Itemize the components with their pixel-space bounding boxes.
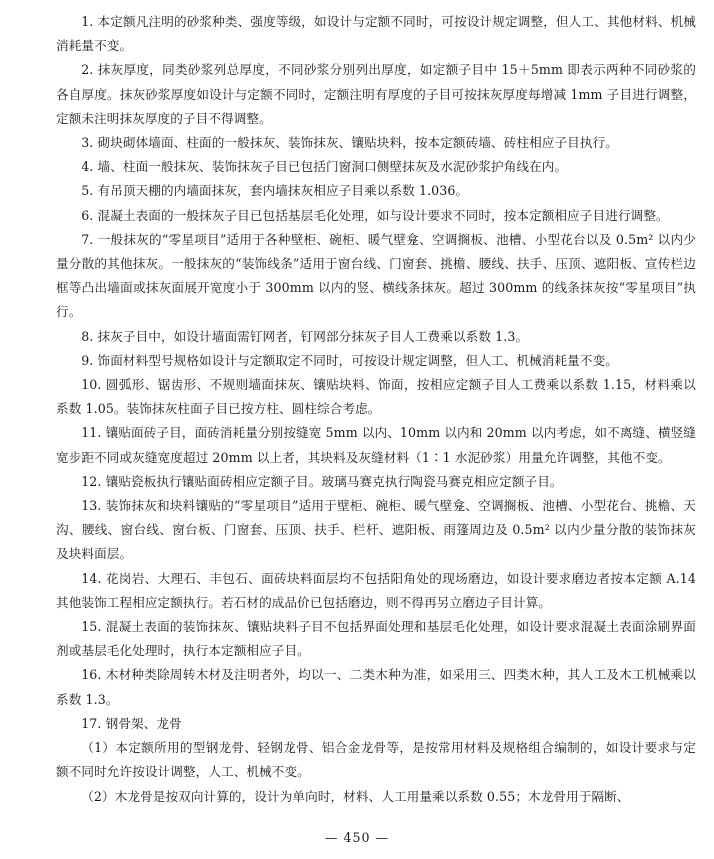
paragraph-17-1: （1）本定额所用的型钢龙骨、轻钢龙骨、铝合金龙骨等，是按常用材料及规格组合编制的，如设计要求与定额不同时允许按设计调整，人工、机械不变。: [56, 740, 696, 780]
paragraph-5: 5. 有吊顶天棚的内墙面抹灰，套内墙抹灰相应子目乘以系数 1.036。: [81, 183, 469, 199]
body-text: [56, 10, 696, 809]
paragraph-10: 10. 圆弧形、锯齿形、不规则墙面抹灰、镶贴块料、饰面，按相应定额子目人工费乘以系数 1.15，材料乘以系数 1.05。装饰抹灰柱面子目已按方柱、圆柱综合考虑。: [56, 377, 696, 417]
paragraph-17-heading: 17. 钢骨架、龙骨: [81, 715, 182, 731]
page-number: — 450 —: [324, 830, 390, 845]
paragraph-2: 2. 抹灰厚度，同类砂浆列总厚度，不同砂浆分别列出厚度，如定额子目中 15＋5mm 即表示两种不同砂浆的各自厚度。抹灰砂浆厚度如设计与定额不同时，定额注明有厚度的子目可按抹灰厚度每增减 1mm 子目进行调整，定额未注明抹灰厚度的子目不得调整。: [56, 62, 696, 126]
paragraph-1: 1. 本定额凡注明的砂浆种类、强度等级，如设计与定额不同时，可按设计规定调整，但人工、其他材料、机械消耗量不变。: [56, 14, 696, 54]
paragraph-3: 3. 砌块砌体墙面、柱面的一般抹灰、装饰抹灰、镶贴块料，按本定额砖墙、砖柱相应子目执行。: [81, 135, 618, 151]
paragraph-12: 12. 镶贴瓷板执行镶贴面砖相应定额子目。玻璃马赛克执行陶瓷马赛克相应定额子目。: [81, 473, 563, 489]
paragraph-16: 16. 木材种类除周转木材及注明者外，均以一、二类木种为准，如采用三、四类木种，其人工及木工机械乘以系数 1.3。: [56, 667, 696, 707]
paragraph-11: 11. 镶贴面砖子目，面砖消耗量分别按缝宽 5mm 以内、10mm 以内和 20mm 以内考虑，如不离缝、横竖缝宽步距不同或灰缝宽度超过 20mm 以上者，其块料及灰缝材料（1∶1 水泥砂浆）用量允许调整，其他不变。: [56, 425, 696, 465]
paragraph-9: 9. 饰面材料型号规格如设计与定额取定不同时，可按设计规定调整，但人工、机械消耗量不变。: [81, 352, 618, 368]
paragraph-4: 4. 墙、柱面一般抹灰、装饰抹灰子目已包括门窗洞口侧壁抹灰及水泥砂浆护角线在内。: [81, 159, 568, 175]
paragraph-15: 15. 混凝土表面的装饰抹灰、镶贴块料子目不包括界面处理和基层毛化处理，如设计要求混凝土表面涂刷界面剂或基层毛化处理时，执行本定额相应子目。: [56, 619, 696, 659]
paragraph-14: 14. 花岗岩、大理石、丰包石、面砖块料面层均不包括阳角处的现场磨边，如设计要求磨边者按本定额 A.14 其他装饰工程相应定额执行。若石材的成品价已包括磨边，则不得再另立磨边子目计算。: [56, 570, 696, 610]
paragraph-6: 6. 混凝土表面的一般抹灰子目已包括基层毛化处理，如与设计要求不同时，按本定额相应子目进行调整。: [81, 207, 669, 223]
paragraph-7: 7. 一般抹灰的“零星项目”适用于各种壁柜、碗柜、暖气壁龛、空调搁板、池槽、小型花台以及 0.5m² 以内少量分散的其他抹灰。一般抹灰的“装饰线条”适用于窗台线、门窗套、挑檐、腰线、扶手、压顶、遮阳板、宣传栏边框等凸出墙面或抹灰面展开宽度小于 300mm 以内的竖、横线条抹灰。超过 300mm 的线条抹灰按“零星项目”执行。: [56, 231, 696, 320]
paragraph-13: 13. 装饰抹灰和块料镶贴的“零星项目”适用于壁柜、碗柜、暖气壁龛、空调搁板、池槽、小型花台、挑檐、天沟、腰线、窗台线、窗台板、门窗套、压顶、扶手、栏杆、遮阳板、雨篷周边及 0.5m² 以内少量分散的装饰抹灰及块料面层。: [56, 498, 696, 562]
paragraph-8: 8. 抹灰子目中，如设计墙面需钉网者，钉网部分抹灰子目人工费乘以系数 1.3。: [81, 328, 529, 344]
paragraph-17-2: （2）木龙骨是按双向计算的，设计为单向时，材料、人工用量乘以系数 0.55；木龙骨用于隔断、: [81, 788, 630, 804]
